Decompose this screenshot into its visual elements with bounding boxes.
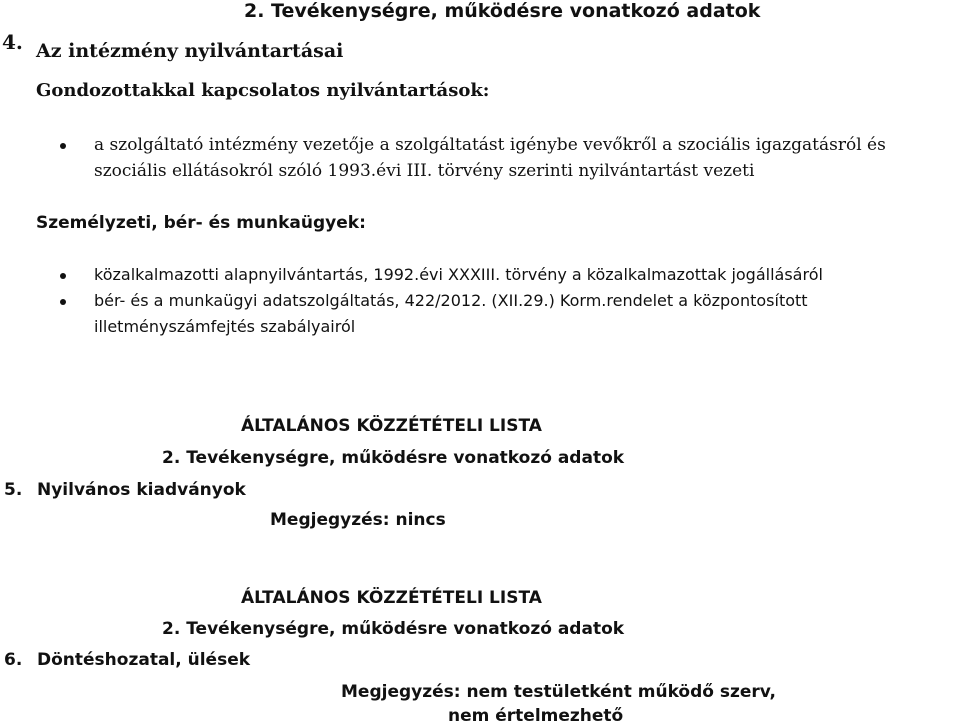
gondozottak-list: [60, 132, 886, 184]
section4-title: Az intézmény nyilvántartásai: [36, 40, 344, 62]
section6-number: 6.: [4, 650, 23, 670]
section6-title: Döntéshozatal, ülések: [37, 650, 251, 670]
list-item: [60, 288, 823, 314]
section6-subtitle: 2. Tevékenységre, működésre vonatkozó adatok: [162, 619, 625, 639]
section5-number: 5.: [4, 480, 23, 500]
bullet-icon: [60, 273, 66, 279]
gondozottak-item-line1: a szolgáltató intézmény vezetője a szolgáltatást igénybe vevőkről a szociális igazgatásról és: [94, 135, 886, 155]
gondozottak-heading: Gondozottakkal kapcsolatos nyilvántartások:: [36, 80, 490, 101]
section5-list-title: ÁLTALÁNOS KÖZZÉTÉTELI LISTA: [241, 416, 542, 436]
list-item: [60, 262, 823, 288]
szemelyzeti-heading: Személyzeti, bér- és munkaügyek:: [36, 213, 366, 233]
szemelyzeti-item-2-line1: bér- és a munkaügyi adatszolgáltatás, 422/2012. (XII.29.) Korm.rendelet a központosított: [94, 291, 808, 310]
szemelyzeti-item-2-line2: illetményszámfejtés szabályairól: [94, 317, 356, 336]
section6-list-title: ÁLTALÁNOS KÖZZÉTÉTELI LISTA: [241, 588, 542, 608]
section5-title: Nyilvános kiadványok: [37, 480, 246, 500]
section5-note: Megjegyzés: nincs: [270, 510, 446, 530]
szemelyzeti-item-1: közalkalmazotti alapnyilvántartás, 1992.évi XXXIII. törvény a közalkalmazottak jogállásáról: [94, 265, 823, 284]
section5-subtitle: 2. Tevékenységre, működésre vonatkozó adatok: [162, 448, 625, 468]
section6-note-line1: Megjegyzés: nem testületként működő szerv,: [341, 682, 776, 702]
section4-number: 4.: [2, 30, 23, 54]
gondozottak-item-line2: szociális ellátásokról szóló 1993.évi III. törvény szerinti nyilvántartást vezeti: [94, 161, 755, 181]
szemelyzeti-list: [60, 262, 823, 340]
bullet-icon: [60, 299, 66, 305]
section6-note-line2: nem értelmezhető: [448, 706, 624, 726]
bullet-icon: [60, 143, 66, 149]
section4-subtitle: 2. Tevékenységre, működésre vonatkozó adatok: [244, 0, 761, 22]
list-item: [60, 132, 886, 158]
